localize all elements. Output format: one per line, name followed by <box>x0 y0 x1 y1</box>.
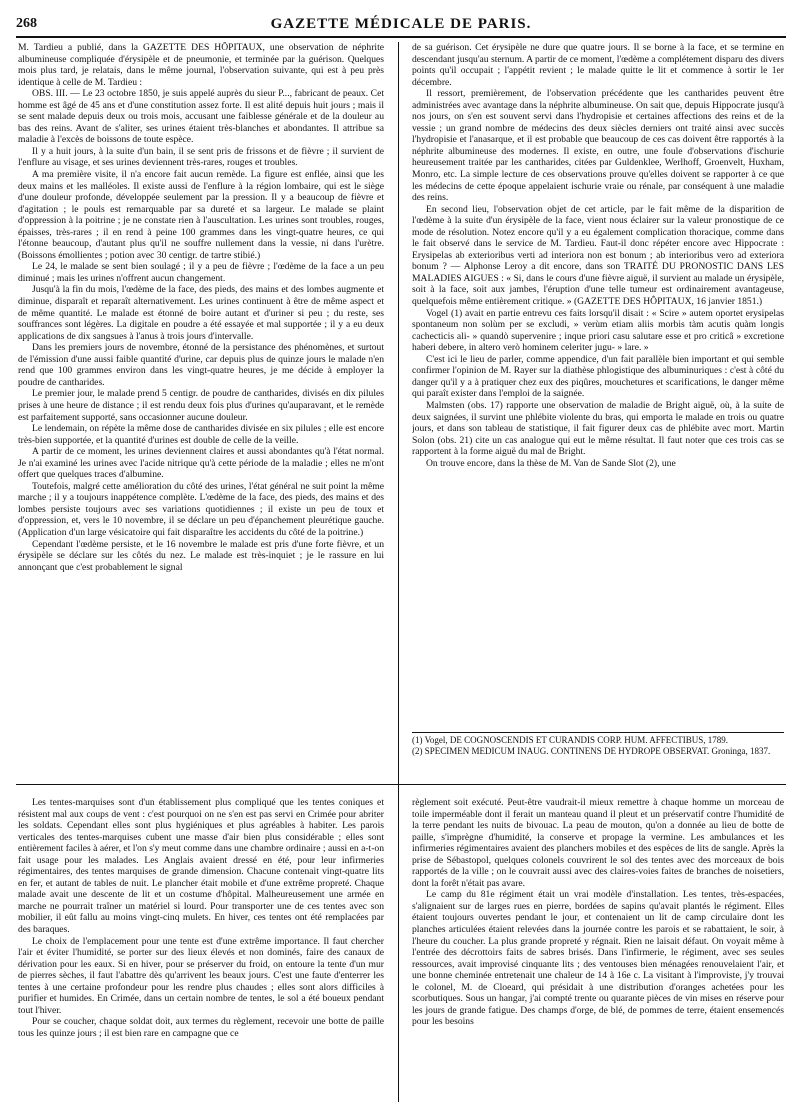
footnote: (1) Vogel, DE COGNOSCENDIS ET CURANDIS CORP. HUM. AFFECTIBUS, 1789. <box>412 735 729 745</box>
article-column-3 <box>18 797 384 1105</box>
paragraph: règlement soit exécuté. Peut-être vaudrait-il mieux remettre à chaque homme un morceau de toile imperméable dont il ferait un manteau quand il pleut et un préservatif contre l'humidité de la terre pendant les nuits de bivouac. La peau de mouton, qu'on a donnée au lieu de botte de paille, s'imprègne d'humidité, la conserve et propage la vermine. Les ambulances et les infirmeries régimentaires avaient des planchers mobiles et des espèces de lits de sangle. Après la prise de Sébastopol, quelques colonels couvrirent le sol des tentes avec des morceaux de bois rapportés de la ville ; on le couvrait aussi avec des claires-voies faites de branches de noisetiers, dont la forêt n'était pas avare. <box>412 797 784 889</box>
paragraph: Le lendemain, on répète la même dose de cantharides divisée en six pilules ; elle est encore très-bien supportée, et la quantité d'urines est double de celle de la veille. <box>18 423 384 446</box>
paragraph: Il y a huit jours, à la suite d'un bain, il se sent pris de frissons et de fièvre ; il survient de l'enflure au visage, et ses urines deviennent très-rares, rouges et troubles. <box>18 145 384 169</box>
footnotes <box>412 732 784 772</box>
section-divider <box>16 784 786 785</box>
paragraph: OBS. III. — Le 23 octobre 1850, je suis appelé auprès du sieur P..., fabricant de peaux. Cet homme est âgé de 45 ans et d'une constitution assez forte. Il est alité depuis huit jours ; mais il se sent malade depuis deux ou trois mois, accusant une faiblesse générale et de la douleur au bas des reins. Avant de s'aliter, ses urines étaient très-blanches et abondantes. Il attribue sa maladie à l'excès de boissons de toute espèce. <box>18 88 384 146</box>
column-divider <box>398 42 399 1102</box>
article-column-4 <box>412 797 784 1105</box>
paragraph: On trouve encore, dans la thèse de M. Van de Sande Slot (2), une <box>426 457 676 469</box>
paragraph: A partir de ce moment, les urines deviennent claires et aussi abondantes qu'à l'état normal. Je n'ai examiné les urines avec l'acide nitrique qu'à cette période de la maladie ; elles ne m'ont offert que quelques traces d'albumine. <box>18 446 384 481</box>
paragraph: Les tentes-marquises sont d'un établissement plus compliqué que les tentes coniques et résistent mal aux coups de vent : c'est pourquoi on ne s'en est pas servi en Crimée pour abriter les soldats. Cependant elles sont plus hygiéniques et plus agréables à habiter. Les parois verticales des tentes-marquises cubent une masse d'air bien plus considérable ; elles sont entièrement faciles à aérer, et l'on s'y meut comme dans une chambre ordinaire ; aussi en a-t-on fait usage pour les malades. Les Anglais avaient dressé en été, pour leur infirmeries régimentaires, des tentes marquises de grande dimension. Chacune contenait vingt-quatre lits en fer, et autant de tables de nuit. Le plancher était mobile et d'une extrême propreté. Chaque malade avait une descente de lit et un costume d'hôpital. Malheureusement une armée en marche ne pourrait traîner un matériel si lourd. Pour transporter une de ces tentes avec son mobilier, il eût fallu au moins vingt-cinq mulets. En hiver, ces tentes ont été remplacées par des baraques. <box>18 797 384 936</box>
paragraph: M. Tardieu a publié, dans la GAZETTE DES HÔPITAUX, une observation de néphrite albumineuse compliquée d'érysipèle et de pneumonie, et terminée par la guérison. Quelques mois plus tard, je relatais, dans le même journal, l'observation suivante, qui est à peu près identique à celle de M. Tardieu : <box>18 42 384 88</box>
paragraph: Malmsten (obs. 17) rapporte une observation de maladie de Bright aiguë, où, à la suite de deux saignées, il survint une phlébite violente du bras, qui emporta le malade en trois ou quatre jours, et dans son tableau de statistique, il fait figurer deux cas de phlébite avec mort. Martin Solon (obs. 21) cite un cas analogue qui eut le même résultat. Il faut noter que ces trois cas se rapportent à la forme aiguë du mal de Bright. <box>412 399 784 458</box>
paragraph: Le camp du 81e régiment était un vrai modèle d'installation. Les tentes, très-espacées, s'alignaient sur de larges rues en pierre, bordées de sapins qu'avait plantés le régiment. Elles étaient toujours ouvertes pendant le jour, et contenaient un lit de camp circulaire dont les planches articulées étaient relevées dans la journée contre les parois et se rabattaient, le soir, à l'heure du coucher. La plus grande propreté y régnait. Rien ne laisait défaut. On voyait même à l'entrée des décrottoirs faits de sabres brisés. Dans l'infirmerie, le régiment, avec ses seules ressources, avait improvisé cinquante lits ; des ventouses bien ménagées renouvelaient l'air, et une bonne cheminée entretenait une chaleur de 14 à 16e c. La visitant à l'improviste, j'y trouvai le colonel, M. de Cloeard, qui présidait à une distribution d'oranges achetées pour les scorbutiques. Sous un hangar, j'ai compté trente ou quarante pièces de vin mises en réserve pour les jours de grande fatigue. Des champs d'orge, de blé, de pommes de terre, étaient ensemencés pour les besoins <box>412 889 784 1028</box>
paragraph: A ma première visite, il n'a encore fait aucun remède. La figure est enflée, ainsi que les deux mains et les malléoles. Il existe aussi de l'enflure à la région lombaire, qui est le siège d'une douleur profonde, développée seulement par la pression. Il y a beaucoup de fièvre et d'agitation ; le pouls est remarquable par sa dureté et sa largeur. Le malade se plaint d'oppression à la poitrine ; je ne constate rien à l'auscultation. Les urines sont troubles, rouges, épaisses, très-rares ; il en rend à peine 100 grammes dans les vingt-quatre heures, ce qui l'étonne beaucoup, d'autant plus qu'il ne souffre nullement dans la vessie, ni dans l'urètre. (Boissons émollientes ; potion avec 30 centigr. de tartre stibié.) <box>18 169 384 261</box>
paragraph: Jusqu'à la fin du mois, l'œdème de la face, des pieds, des mains et des lombes augmente et diminue, disparaît et reparaît alternativement. Les urines continuent à être de même aspect et de même quantité. Le malade est étonné de boire autant et d'uriner si peu ; du reste, ses souffrances sont légères. La digitale en poudre a été essayée et mal supportée ; il y a eu deux applications de dix sangsues à l'anus à trois jours d'intervalle. <box>18 284 384 342</box>
page-number: 268 <box>16 16 37 31</box>
paragraph: Toutefois, malgré cette amélioration du côté des urines, l'état général ne suit point la même marche ; il y a toujours inappétence complète. L'œdème de la face, des pieds, des mains et des lombes persiste toujours avec ses variations quotidiennes ; il existe un peu de toux et d'oppression, et, vers le 10 novembre, il se déclare un peu d'épanchement pleurétique gauche. (Application d'un large vésicatoire qui fait disparaître les accidents du côté de la poitrine.) <box>18 480 384 538</box>
paragraph: Vogel (1) avait en partie entrevu ces faits lorsqu'il disait : « Scire » autem oportet erysipelas spontaneum non solùm per se excludi, » verùm etiam aliis morbis tàm acutis quàm longis cachecticis ali- » quandò supervenire ; inque priori casu salutare esse et pro criticâ » excretione haberi debere, in altero verò hominem celeriter jugu- » lare. » <box>412 307 784 354</box>
paragraph: de sa guérison. Cet érysipèle ne dure que quatre jours. Il se borne à la face, et se termine en descendant jusqu'au sternum. A partir de ce moment, l'œdème a complétement disparu des divers points qu'il occupait ; l'appétit revient ; le malade quitte le lit et commence à sortir le 1er décembre. <box>412 42 784 88</box>
article-column-1 <box>18 42 384 760</box>
paragraph: Le premier jour, le malade prend 5 centigr. de poudre de cantharides, divisés en dix pilules prises à une heure de distance ; il est rendu deux fois plus d'urines qu'auparavant, et le remède est parfaitement supporté, sans occasionner aucune douleur. <box>18 388 384 423</box>
paragraph: Cependant l'œdème persiste, et le 16 novembre le malade est pris d'une forte fièvre, et un érysipèle se déclare sur les côtés du nez. Le malade est très-inquiet ; je le rassure en lui annonçant que c'est probablement le signal <box>18 538 384 573</box>
footnote-rule <box>412 732 784 733</box>
paragraph: C'est ici le lieu de parler, comme appendice, d'un fait parallèle bien important et qui semble confirmer l'opinion de M. Rayer sur la diathèse phlogistique des albuminuriques : c'est à côté du danger qu'il y a à pratiquer chez eux des piqûres, mouchetures et scarifications, le danger même qui paraît exister dans l'emploi de la saignée. <box>412 353 784 400</box>
paragraph: Pour se coucher, chaque soldat doit, aux termes du règlement, recevoir une botte de paille tous les quinze jours ; il est bien rare en campagne que ce <box>18 1016 384 1039</box>
article-column-2 <box>412 42 784 727</box>
paragraph: Il ressort, premièrement, de l'observation précédente que les cantharides peuvent être administrées avec avantage dans la néphrite albumineuse. On sait que, depuis Hippocrate jusqu'à nos jours, on s'en est souvent servi dans l'hydropisie et certaines affections des reins et de la vessie ; un grand nombre de médecins des deux siècles derniers ont traité ainsi avec succès l'hydropisie et l'anasarque, et il est probable que beaucoup de ces cas doivent être rapportés à la néphrite albumineuse des modernes. Il existe, en outre, une foule d'observations d'ischurie heureusement traitée par les cantharides, citées par Guldenklee, Werlhoff, Groenvelt, Huxham, Monro, etc. La simple lecture de ces observations prouve qu'elles doivent se rapporter à ce que les médecins de cette époque appelaient ischurie vraie ou rénale, par conséquent à une maladie des reins. <box>412 88 784 204</box>
paragraph: En second lieu, l'observation objet de cet article, par le fait même de la disparition de l'œdème à la suite d'un érysipèle de la face, vient nous éclairer sur la valeur pronostique de ce mode de résolution. Notez encore qu'il y a eu également complication thoracique, comme dans le fait observé dans le service de M. Tardieu. Faut-il donc répéter encore avec Hippocrate : Erysipelas ab exterioribus verti ad interiora non est bonum ; ab interioribus vero ad exteriora bonum ? — Alphonse Leroy a dit encore, dans son TRAITÉ DU PRONOSTIC DANS LES MALADIES AIGUES : « Si, dans le cours d'une fièvre aiguë, il survient au malade un érysipèle, soit à la face, soit aux jambes, l'éruption d'une telle tumeur est ordinairement avantageuse, quelquefois même entièrement critique. » (GAZETTE DES HÔPITAUX, 16 janvier 1851.) <box>412 203 784 308</box>
footnote: (2) SPECIMEN MEDICUM INAUG. CONTINENS DE HYDROPE OBSERVAT. Groninga, 1837. <box>412 746 771 756</box>
journal-title: GAZETTE MÉDICALE DE PARIS. <box>270 16 532 32</box>
paragraph: Dans les premiers jours de novembre, étonné de la persistance des phénomènes, et surtout de l'émission d'une aussi faible quantité d'urine, car depuis plus de quinze jours le malade n'en rend que 100 grammes environ dans les vingt-quatre heures, je me décide à employer la poudre de cantharides. <box>18 342 384 388</box>
paragraph: Le 24, le malade se sent bien soulagé ; il y a peu de fièvre ; l'œdème de la face a un peu diminué ; mais les urines n'offrent aucun changement. <box>18 261 384 284</box>
paragraph: Le choix de l'emplacement pour une tente est d'une extrême importance. Il faut chercher l'air et éviter l'humidité, se porter sur des lieux élevés et non dominés, faire des canaux de dérivation pour les eaux. Si en hiver, pour se préserver du froid, on entoure la tente d'un mur de pierres sèches, il faut l'abattre dès qu'arrivent les beaux jours. C'est une faute d'enterrer les tentes à une certaine profondeur pour les rendre plus chaudes ; elles sont alors difficiles à purifier et humides. En Crimée, dans un certain nombre de tentes, le sol a été boueux pendant tout l'hiver. <box>18 935 384 1016</box>
page-header <box>16 14 786 38</box>
